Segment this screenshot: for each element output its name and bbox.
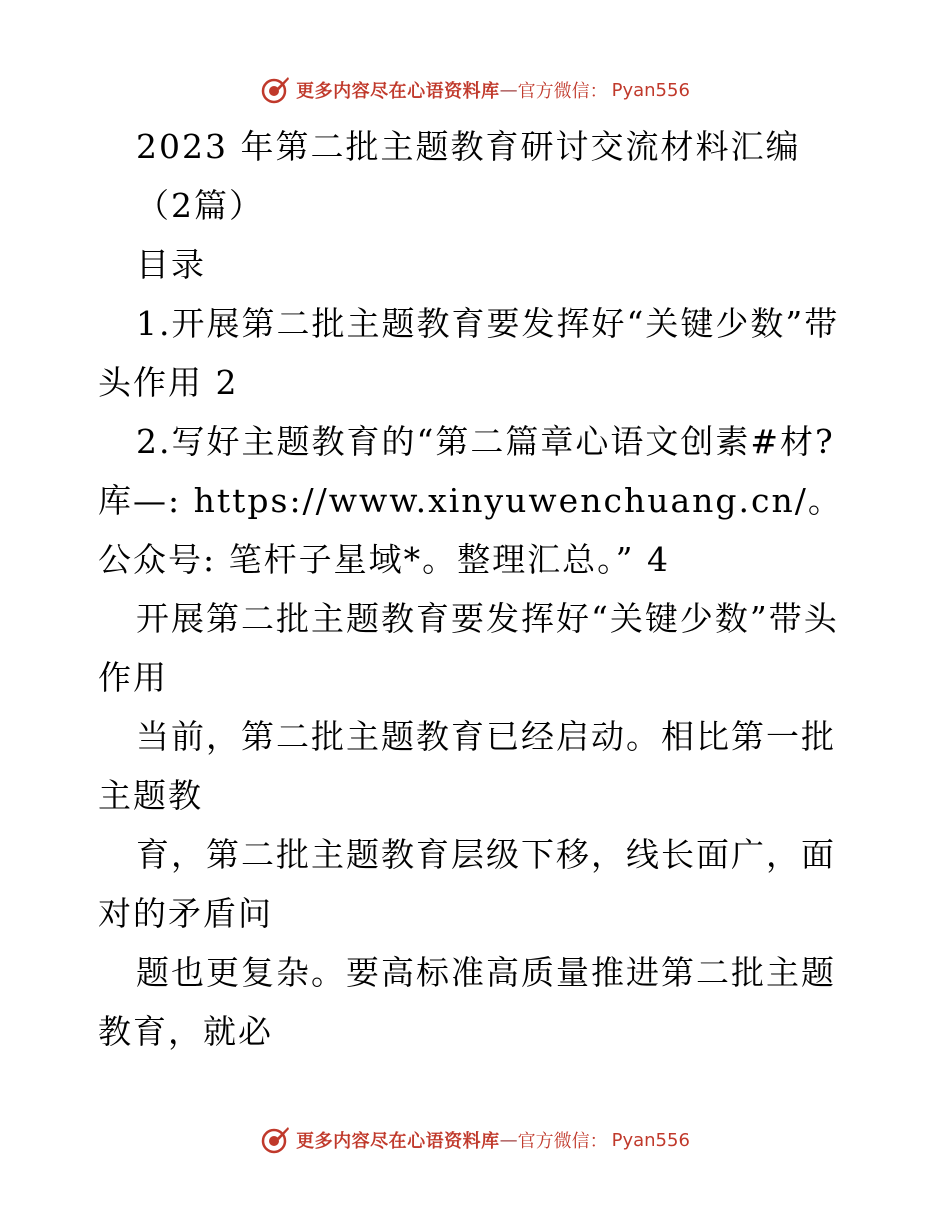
document-subtitle: （2篇）	[136, 186, 264, 225]
toc-item-1: 1.开展第二批主题教育要发挥好“关键少数”带头作用 2	[98, 304, 840, 402]
document-body	[98, 117, 858, 1061]
watermark-main-text: 更多内容尽在心语资料库	[296, 81, 500, 102]
watermark-sub-text: 官方微信：	[517, 1131, 608, 1152]
body-paragraph: 当前，第二批主题教育已经启动。相比第一批主题教	[98, 717, 836, 815]
brush-logo-icon	[260, 75, 290, 105]
watermark-wechat-id: Pyan556	[611, 1129, 690, 1151]
body-paragraph: 题也更复杂。要高标准高质量推进第二批主题教育，就必	[98, 953, 836, 1051]
brush-logo-icon	[260, 1125, 290, 1155]
page-footer-watermark	[0, 1122, 950, 1158]
toc-item-2: 2.写好主题教育的“第二篇章心语文创素#材?库—: https://www.xinyuwenchuang.cn/。公众号: 笔杆子星域*。整理汇总。” 4	[98, 422, 843, 579]
watermark-main-text: 更多内容尽在心语资料库	[296, 1131, 500, 1152]
watermark-sub-text: 官方微信：	[517, 81, 608, 102]
toc-heading: 目录	[136, 245, 206, 284]
body-paragraph: 育，第二批主题教育层级下移，线长面广，面对的矛盾问	[98, 835, 836, 933]
watermark-separator: —	[499, 1129, 518, 1151]
document-title: 2023 年第二批主题教育研讨交流材料汇编	[136, 127, 801, 166]
page-header-watermark	[0, 72, 950, 108]
watermark-separator: —	[499, 79, 518, 101]
watermark-wechat-id: Pyan556	[611, 79, 690, 101]
section-heading: 开展第二批主题教育要发挥好“关键少数”带头作用	[98, 599, 839, 697]
